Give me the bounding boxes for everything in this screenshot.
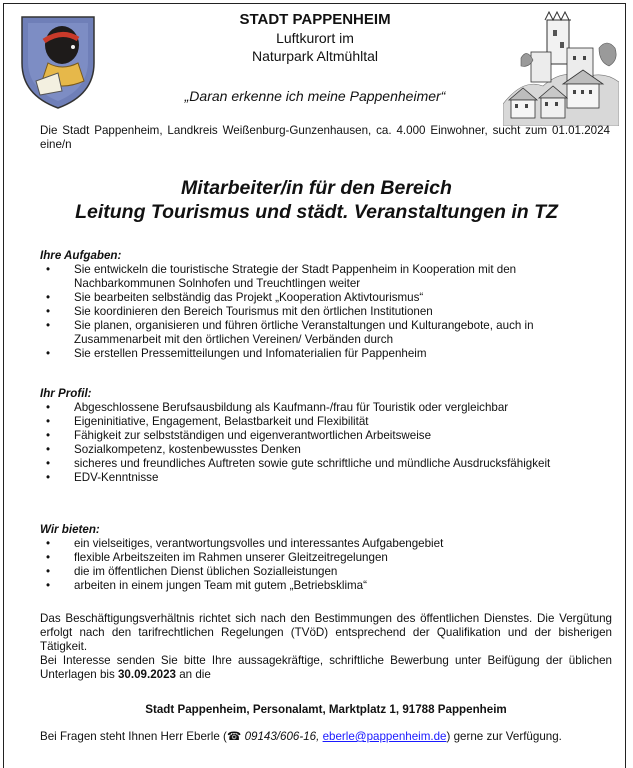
castle-illustration <box>503 8 619 126</box>
job-title-line-1: Mitarbeiter/in für den Bereich <box>181 177 452 199</box>
section-aufgaben <box>40 249 612 361</box>
list-item <box>40 565 612 579</box>
coat-of-arms-logo <box>18 11 98 111</box>
motto: „Daran erkenne ich meine Pappenheimer“ <box>184 88 446 104</box>
list-item <box>40 415 612 429</box>
list-item-text: Eigeninitiative, Engagement, Belastbarkeit und Flexibilität <box>74 415 369 428</box>
email-link[interactable]: eberle@pappenheim.de <box>322 730 447 743</box>
bullet-icon: • <box>46 347 51 360</box>
bullet-icon: • <box>46 319 51 332</box>
bullet-icon: • <box>46 443 51 456</box>
benefits-list <box>40 537 612 593</box>
list-item-text: Sie entwickeln die touristische Strategie der Stadt Pappenheim in Kooperation mit den Nachbarkommunen Solnhofen und Treuchtlingen weiter <box>74 263 517 290</box>
list-item <box>40 429 612 443</box>
list-item <box>40 471 612 485</box>
task-list <box>40 263 612 361</box>
section-heading: Ihre Aufgaben: <box>40 249 122 262</box>
list-item-text: Abgeschlossene Berufsausbildung als Kaufmann-/frau für Touristik oder vergleichbar <box>74 401 509 414</box>
contact-info <box>40 730 612 744</box>
application-text-end: an die <box>176 668 211 681</box>
bullet-icon: • <box>46 579 51 592</box>
intro-text: Die Stadt Pappenheim, Landkreis Weißenburg-Gunzenhausen, ca. 4.000 Einwohner, sucht zum 01.01.2024 eine/n <box>40 124 610 151</box>
profile-list <box>40 401 612 485</box>
city-name: STADT PAPPENHEIM <box>239 11 391 28</box>
list-item <box>40 551 612 565</box>
bullet-icon: • <box>46 415 51 428</box>
postal-address: Stadt Pappenheim, Personalamt, Marktplatz 1, 91788 Pappenheim <box>145 703 507 716</box>
bullet-icon: • <box>46 401 51 414</box>
list-item <box>40 457 612 471</box>
bullet-icon: • <box>46 291 51 304</box>
list-item-text: flexible Arbeitszeiten im Rahmen unserer Gleitzeitregelungen <box>74 551 388 564</box>
contact-text: Bei Fragen steht Ihnen Herr Eberle ( <box>40 730 227 743</box>
list-item-text: EDV-Kenntnisse <box>74 471 159 484</box>
employment-terms: Das Beschäftigungsverhältnis richtet sich nach den Bestimmungen des öffentlichen Dienstes. Die Vergütung erfolgt nach den tarifrechtlichen Regelungen (TVöD) entsprechend der Qualifikation und der bisherigen Tätigkeit. <box>40 612 612 653</box>
contact-text-end: ) gerne zur Verfügung. <box>446 730 562 743</box>
list-item-text: Sie bearbeiten selbständig das Projekt „Kooperation Aktivtourismus“ <box>74 291 424 304</box>
job-title-line-2: Leitung Tourismus und städt. Veranstaltungen in TZ <box>75 201 558 223</box>
list-item-text: Sie erstellen Pressemitteilungen und Infomaterialien für Pappenheim <box>74 347 427 360</box>
list-item <box>40 305 612 319</box>
section-heading: Ihr Profil: <box>40 387 92 400</box>
letterhead <box>130 10 500 65</box>
bullet-icon: • <box>46 471 51 484</box>
list-item <box>40 537 612 551</box>
section-bieten <box>40 523 612 593</box>
list-item-text: Sie koordinieren den Bereich Tourismus mit den örtlichen Institutionen <box>74 305 433 318</box>
list-item-text: Sie planen, organisieren und führen örtliche Veranstaltungen und Kulturangebote, auch in Zusammenarbeit mit den örtlichen Vereinen/ Verbänden durch <box>74 319 534 346</box>
deadline-date: 30.09.2023 <box>117 668 177 681</box>
bullet-icon: • <box>46 263 51 276</box>
job-title <box>20 176 613 224</box>
list-item-text: Sozialkompetenz, kostenbewusstes Denken <box>74 443 301 456</box>
list-item <box>40 347 612 361</box>
subtitle-line-1: Luftkurort im <box>276 30 354 46</box>
bullet-icon: • <box>46 537 51 550</box>
application-text: Bei Interesse senden Sie bitte Ihre aussagekräftige, schriftliche Bewerbung unter Beifügung der üblichen Unterlagen bis <box>40 654 612 681</box>
section-profil <box>40 387 612 485</box>
list-item-text: ein vielseitiges, verantwortungsvolles und interessantes Aufgabengebiet <box>74 537 444 550</box>
application-instructions <box>40 654 612 682</box>
list-item-text: Fähigkeit zur selbstständigen und eigenverantwortlichen Arbeitsweise <box>74 429 432 442</box>
bullet-icon: • <box>46 551 51 564</box>
bullet-icon: • <box>46 565 51 578</box>
list-item <box>40 443 612 457</box>
list-item-text: die im öffentlichen Dienst üblichen Sozialleistungen <box>74 565 338 578</box>
list-item <box>40 579 612 593</box>
list-item <box>40 263 612 291</box>
section-heading: Wir bieten: <box>40 523 100 536</box>
list-item-text: sicheres und freundliches Auftreten sowie gute schriftliche und mündliche Ausdrucksfähigkeit <box>74 457 551 470</box>
list-item <box>40 319 612 347</box>
bullet-icon: • <box>46 305 51 318</box>
closing-paragraphs <box>40 612 612 682</box>
subtitle-line-2: Naturpark Altmühltal <box>251 48 379 64</box>
list-item <box>40 291 612 305</box>
bullet-icon: • <box>46 429 51 442</box>
list-item-text: arbeiten in einem jungen Team mit gutem „Betriebsklima“ <box>74 579 367 592</box>
phone-icon: ☎ <box>226 730 242 743</box>
list-item <box>40 401 612 415</box>
phone-number: 09143/606-16, <box>241 730 323 743</box>
bullet-icon: • <box>46 457 51 470</box>
